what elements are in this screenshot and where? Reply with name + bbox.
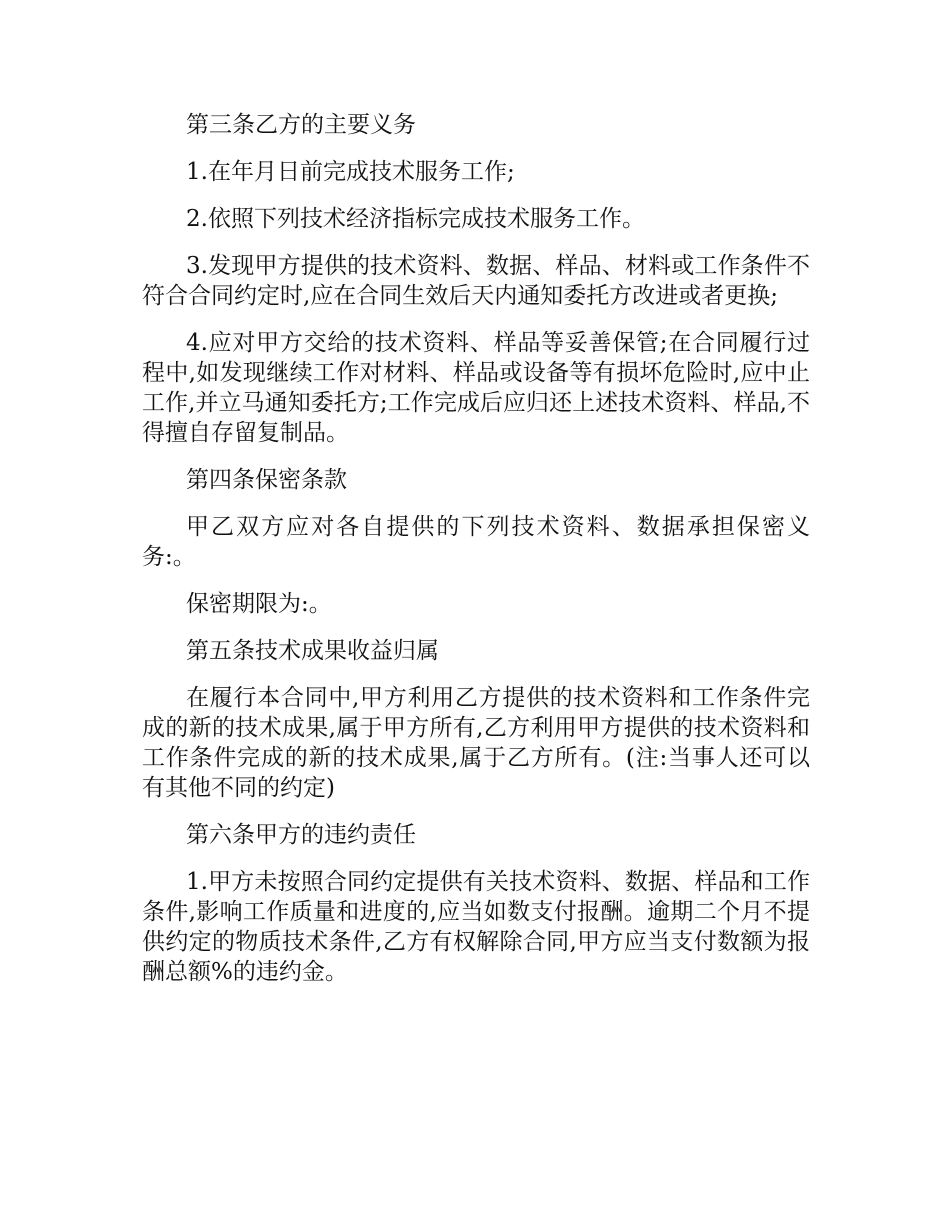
article-4-confidentiality-period: 保密期限为:。 — [186, 591, 332, 617]
article-4-confidentiality-clause: 甲乙双方应对各自提供的下列技术资料、数据承担保密义务:。 — [142, 514, 810, 570]
article-3-heading: 第三条乙方的主要义务 — [186, 112, 416, 138]
article-3-item-3: 3.发现甲方提供的技术资料、数据、样品、材料或工作条件不符合合同约定时,应在合同生效后天内通知委托方改进或者更换; — [142, 253, 810, 309]
article-6-item-1: 1.甲方未按照合同约定提供有关技术资料、数据、样品和工作条件,影响工作质量和进度的,应当如数支付报酬。逾期二个月不提供约定的物质技术条件,乙方有权解除合同,甲方应当支付数额为报酬总额%的违约金。 — [142, 869, 810, 985]
article-3-item-1: 1.在年月日前完成技术服务工作; — [186, 159, 515, 185]
article-5-ownership-clause: 在履行本合同中,甲方利用乙方提供的技术资料和工作条件完成的新的技术成果,属于甲方所有,乙方利用甲方提供的技术资料和工作条件完成的新的技术成果,属于乙方所有。(注:当事人还可以有其他不同的约定) — [142, 685, 810, 801]
article-3-item-4: 4.应对甲方交给的技术资料、样品等妥善保管;在合同履行过程中,如发现继续工作对材料、样品或设备等有损坏危险时,应中止工作,并立马通知委托方;工作完成后应归还上述技术资料、样品,不得擅自存留复制品。 — [142, 330, 810, 446]
article-3-item-2: 2.依照下列技术经济指标完成技术服务工作。 — [186, 206, 645, 232]
article-6-heading: 第六条甲方的违约责任 — [186, 822, 416, 848]
article-4-heading: 第四条保密条款 — [186, 467, 347, 493]
article-5-heading: 第五条技术成果收益归属 — [186, 638, 439, 664]
